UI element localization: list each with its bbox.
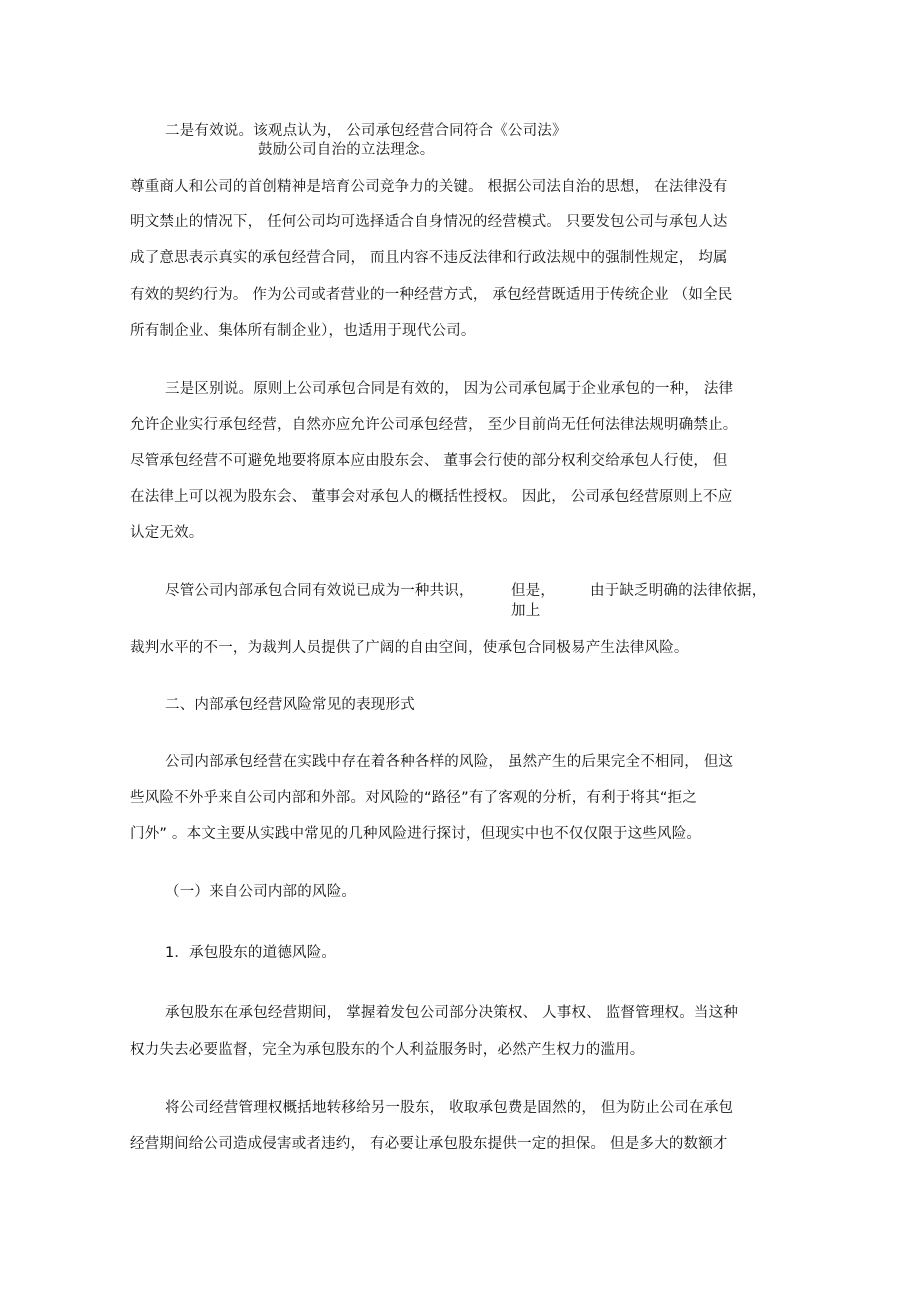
text-line: 但是，: [511, 583, 556, 599]
text-line: 经营期间给公司造成侵害或者违约， 有必要让承包股东提供一定的担保。 但是多大的数额才: [130, 1136, 728, 1152]
text-line: 认定无效。: [130, 525, 204, 541]
text-line: 二是有效说。该观点认为， 公司承包经营合同符合《公司法》: [165, 123, 567, 139]
text-line: 有效的契约行为。 作为公司或者营业的一种经营方式， 承包经营既适用于传统企业 （如全民: [130, 287, 733, 303]
text-line: 由于缺乏明确的法律依据，: [590, 583, 767, 599]
text-line: 尽管公司内部承包合同有效说已成为一种共识，: [165, 583, 474, 599]
text-line: 裁判水平的不一，为裁判人员提供了广阔的自由空间，使承包合同极易产生法律风险。: [130, 640, 689, 656]
subsection-heading: 1．承包股东的道德风险。: [165, 945, 337, 961]
text-line: 鼓励公司自治的立法理念。: [258, 142, 435, 158]
text-line: 加上: [511, 603, 541, 619]
text-line: 公司内部承包经营在实践中存在着各种各样的风险， 虽然产生的后果完全不相同， 但这: [165, 754, 734, 770]
text-line: 承包股东在承包经营期间， 掌握着发包公司部分决策权、 人事权、 监督管理权。当这种: [165, 1005, 739, 1021]
text-line: 权力失去必要监督，完全为承包股东的个人利益服务时，必然产生权力的滥用。: [130, 1042, 645, 1058]
text-line: 在法律上可以视为股东会、 董事会对承包人的概括性授权。 因此， 公司承包经营原则上不应: [130, 489, 733, 505]
text-line: 些风险不外乎来自公司内部和外部。对风险的“路径”有了客观的分析，有利于将其“拒之: [130, 790, 698, 806]
text-line: 允许企业实行承包经营，自然亦应允许公司承包经营， 至少目前尚无任何法律法规明确禁止。: [130, 417, 738, 433]
text-line: 三是区别说。原则上公司承包合同是有效的， 因为公司承包属于企业承包的一种， 法律: [165, 381, 734, 397]
subsection-heading: （一）来自公司内部的风险。: [165, 884, 357, 900]
text-line: 将公司经营管理权概括地转移给另一股东， 收取承包费是固然的， 但为防止公司在承包: [165, 1100, 734, 1116]
text-line: 门外” 。本文主要从实践中常见的几种风险进行探讨，但现实中也不仅仅限于这些风险。: [130, 826, 702, 842]
text-line: 成了意思表示真实的承包经营合同， 而且内容不违反法律和行政法规中的强制性规定， 均属: [130, 250, 728, 266]
section-heading: 二、内部承包经营风险常见的表现形式: [165, 697, 415, 713]
text-line: 所有制企业、集体所有制企业），也适用于现代公司。: [130, 323, 476, 339]
text-line: 尽管承包经营不可避免地要将原本应由股东会、 董事会行使的部分权利交给承包人行使， 但: [130, 453, 728, 469]
text-line: 明文禁止的情况下， 任何公司均可选择适合自身情况的经营模式。 只要发包公司与承包人达: [130, 214, 728, 230]
text-line: 尊重商人和公司的首创精神是培育公司竞争力的关键。 根据公司法自治的思想， 在法律没有: [130, 179, 728, 195]
